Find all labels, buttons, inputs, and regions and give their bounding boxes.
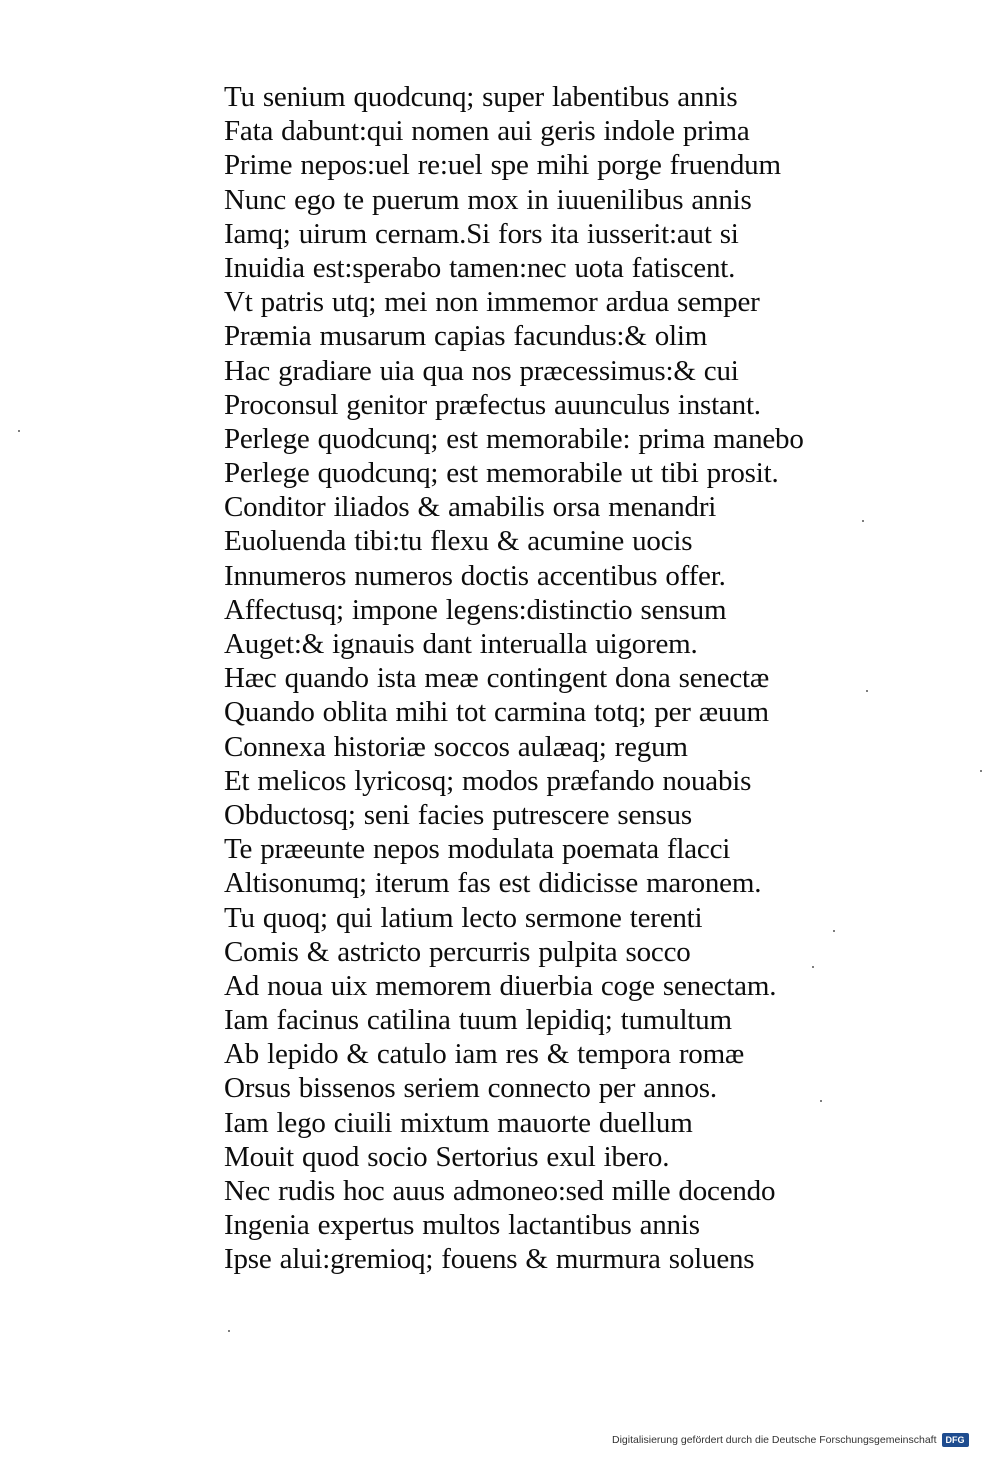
verse-line: Ingenia expertus multos lactantibus annis: [224, 1209, 700, 1242]
verse-line: Proconsul genitor præfectus auunculus instant.: [224, 388, 761, 421]
verse-line: Perlege quodcunq; est memorabile: prima manebo: [224, 422, 804, 455]
paper-speck: [812, 966, 814, 968]
verse-line: Iamq; uirum cernam.Si fors ita iusserit:aut si: [224, 217, 739, 250]
digitization-footer: [612, 1432, 969, 1448]
verse-line: Te præeunte nepos modulata poemata flacci: [224, 833, 731, 866]
verse-line: Comis & astricto percurris pulpita socco: [224, 935, 691, 968]
paper-speck: [866, 690, 868, 692]
verse-line: Ipse alui:gremioq; fouens & murmura soluens: [224, 1243, 755, 1276]
verse-line: Mouit quod socio Sertorius exul ibero.: [224, 1140, 670, 1173]
verse-line: Et melicos lyricosq; modos præfando nouabis: [224, 764, 752, 797]
verse-line: Ab lepido & catulo iam res & tempora romæ: [224, 1038, 745, 1071]
paper-speck: [18, 430, 20, 432]
verse-line: Hac gradiare uia qua nos præcessimus:& cui: [224, 354, 739, 387]
paper-speck: [228, 1330, 230, 1332]
paper-speck: [833, 930, 835, 932]
paper-speck: [980, 770, 982, 772]
verse-line: Tu senium quodcunq; super labentibus annis: [224, 81, 738, 113]
verse-line: Altisonumq; iterum fas est didicisse maronem.: [224, 867, 762, 900]
verse-line: Tu quoq; qui latium lecto sermone terenti: [224, 901, 703, 934]
verse-line: Iam facinus catilina tuum lepidiq; tumultum: [224, 1004, 732, 1037]
paper-speck: [820, 1100, 822, 1102]
paper-speck: [862, 520, 864, 522]
verse-line: Quando oblita mihi tot carmina totq; per æuum: [224, 696, 769, 729]
verse-line: Vt patris utq; mei non immemor ardua semper: [224, 286, 760, 319]
verse-line: Hæc quando ista meæ contingent dona senectæ: [224, 662, 770, 695]
verse-line: Nunc ego te puerum mox in iuuenilibus annis: [224, 183, 752, 216]
verse-line: Orsus bissenos seriem connecto per annos.: [224, 1072, 717, 1105]
verse-line: Obductosq; seni facies putrescere sensus: [224, 798, 692, 831]
verse-line: Connexa historiæ soccos aulæaq; regum: [224, 730, 688, 763]
verse-line: Euoluenda tibi:tu flexu & acumine uocis: [224, 525, 693, 558]
verse-line: Prime nepos:uel re:uel spe mihi porge fruendum: [224, 149, 781, 182]
verse-line: Præmia musarum capias facundus:& olim: [224, 320, 708, 353]
verse-line: Iam lego ciuili mixtum mauorte duellum: [224, 1106, 693, 1139]
verse-list: [224, 80, 904, 1277]
verse-line: Nec rudis hoc auus admoneo:sed mille docendo: [224, 1175, 776, 1207]
verse-line: Perlege quodcunq; est memorabile ut tibi prosit.: [224, 457, 779, 490]
verse-line: Conditor iliados & amabilis orsa menandri: [224, 491, 717, 524]
funding-credit: Digitalisierung gefördert durch die Deutsche Forschungsgemeinschaft: [612, 1434, 937, 1446]
verse-line: Auget:& ignauis dant interualla uigorem.: [224, 628, 698, 660]
dfg-logo: DFG: [942, 1433, 969, 1447]
verse-line: Affectusq; impone legens:distinctio sensum: [224, 593, 727, 626]
verse-line: Inuidia est:sperabo tamen:nec uota fatiscent.: [224, 251, 736, 284]
verse-line: Innumeros numeros doctis accentibus offer.: [224, 559, 726, 592]
verse-line: Fata dabunt:qui nomen aui geris indole prima: [224, 115, 750, 148]
verse-line: Ad noua uix memorem diuerbia coge senectam.: [224, 969, 777, 1002]
